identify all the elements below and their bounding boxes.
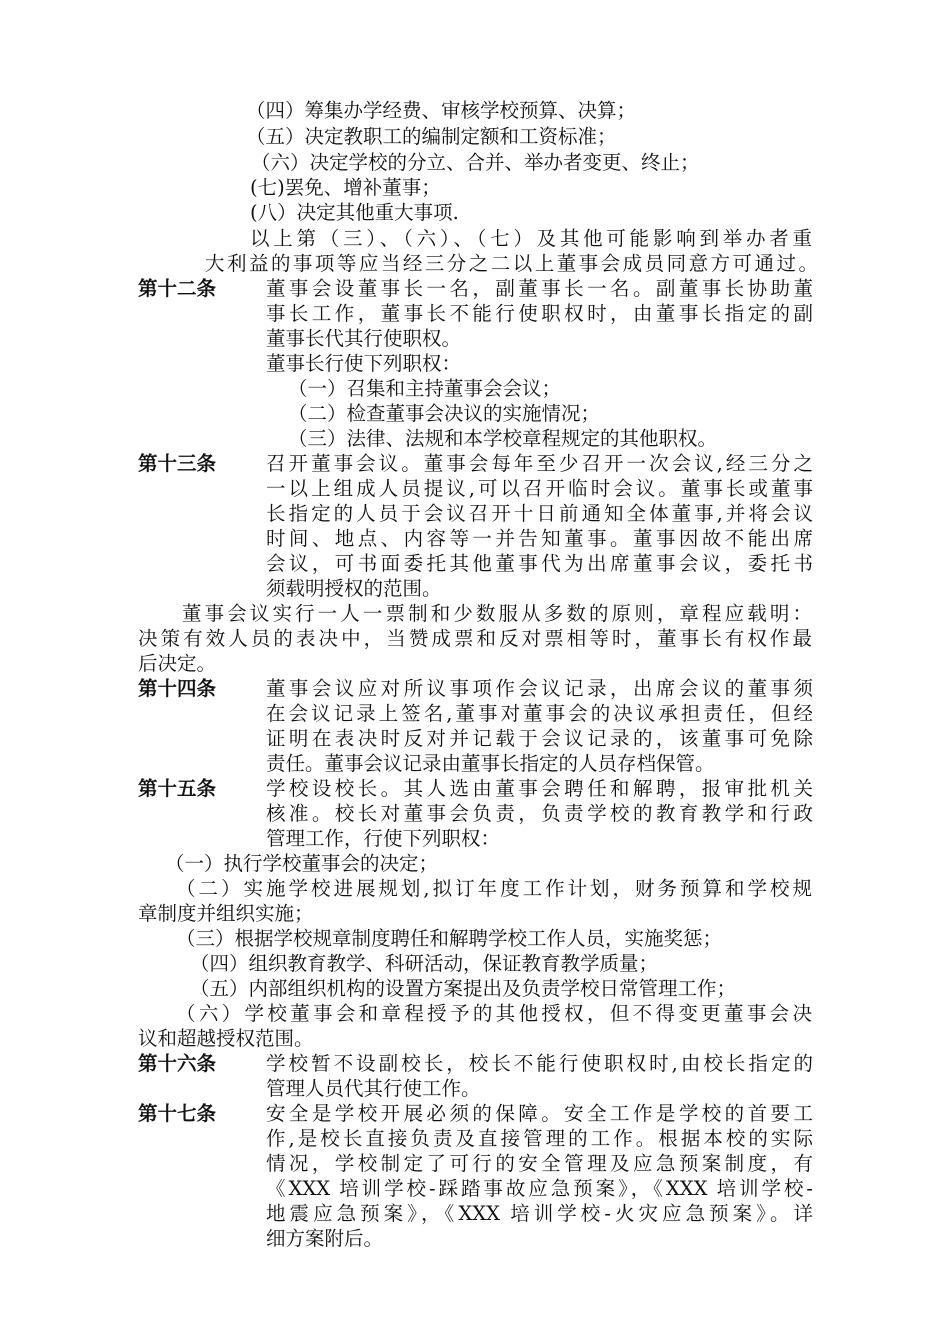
article-13-heading: 第十三条 [138, 452, 217, 475]
article-15-item-4: （四）组织教育教学、科研活动，保证教育教学质量； [190, 952, 659, 975]
article-12-line-1: 董事会设董事长一名，副董事长一名。副董事长协助董 [266, 277, 813, 300]
top-item-8: (八）决定其他重大事项. [250, 201, 459, 224]
article-12-line-2: 事长工作，董事长不能行使职权时，由董事长指定的副 [266, 302, 813, 325]
article-12-heading: 第十二条 [138, 277, 217, 300]
article-15-item-3: （三）根据学校规章制度聘任和解聘学校工作人员，实施奖惩； [176, 927, 723, 950]
article-14-line-2: 在会议记录上签名,董事对董事会的决议承担责任，但经 [266, 702, 813, 725]
article-15-item-1: （一）执行学校董事会的决定； [165, 852, 439, 875]
article-14-line-3: 证明在表决时反对并记载于会议记录的，该董事可免除 [266, 727, 813, 750]
article-15-line-3: 管理工作，行使下列职权： [266, 827, 501, 850]
article-17-heading: 第十七条 [138, 1102, 217, 1125]
article-16-line-2: 管理人员代其行使工作。 [266, 1077, 481, 1100]
article-14-line-4: 责任。董事会议记录由董事长指定的人员存档保管。 [266, 752, 715, 775]
top-item-7: (七)罢免、增补董事； [250, 176, 441, 199]
article-15-item-2-line-2: 章制度并组织实施； [138, 902, 314, 925]
article-17-line-2: 作,是校长直接负责及直接管理的工作。根据本校的实际 [266, 1127, 813, 1150]
article-15-heading: 第十五条 [138, 777, 217, 800]
article-12-item-2: （二）检查董事会决议的实施情况； [288, 402, 601, 425]
article-12-item-3: （三）法律、法规和本学校章程规定的其他职权。 [288, 427, 718, 450]
article-13-line-2: 一以上组成人员提议,可以召开临时会议。董事长或董事 [266, 477, 813, 500]
article-15-line-1: 学校设校长。其人选由董事会聘任和解聘，报审批机关 [266, 777, 813, 800]
vote-paragraph-line-1: 董事会议实行一人一票制和少数服从多数的原则，章程应载明： [182, 602, 812, 625]
article-12-line-3: 董事长代其行使职权。 [266, 327, 462, 350]
vote-paragraph-line-2: 决策有效人员的表决中，当赞成票和反对票相等时，董事长有权作最 [138, 627, 812, 650]
article-12-line-4: 董事长行使下列职权： [266, 352, 462, 375]
article-15-item-2-line-1: （二）实施学校进展规划,拟订年度工作计划，财务预算和学校规 [176, 877, 812, 900]
top-item-6: （六）决定学校的分立、合并、举办者变更、终止； [251, 151, 700, 174]
article-13-line-5: 会议，可书面委托其他董事代为出席董事会议，委托书 [266, 552, 813, 575]
article-13-line-4: 时间、地点、内容等一并告知董事。董事因故不能出席 [266, 527, 813, 550]
top-note-line-2: 大利益的事项等应当经三分之二以上董事会成员同意方可通过。 [205, 252, 818, 275]
article-15-item-5: （五）内部组织机构的设置方案提出及负责学校日常管理工作； [190, 977, 737, 1000]
top-note-line-1: 以上第（三）、（六）、（七）及其他可能影响到举办者重 [250, 227, 812, 250]
article-15-item-6-line-1: （六）学校董事会和章程授予的其他授权，但不得变更董事会决 [176, 1002, 812, 1025]
vote-paragraph-line-3: 后决定。 [138, 652, 217, 675]
article-12-item-1: （一）召集和主持董事会会议； [288, 377, 562, 400]
article-14-line-1: 董事会议应对所议事项作会议记录，出席会议的董事须 [266, 677, 813, 700]
article-17-line-5: 地震应急预案》，《XXX 培训学校-火灾应急预案》。详 [266, 1202, 813, 1225]
article-13-line-1: 召开董事会议。董事会每年至少召开一次会议,经三分之 [266, 452, 813, 475]
article-14-heading: 第十四条 [138, 677, 217, 700]
article-17-line-6: 细方案附后。 [266, 1227, 384, 1250]
article-13-line-6: 须载明授权的范围。 [266, 577, 442, 600]
article-17-line-3: 情况，学校制定了可行的安全管理及应急预案制度，有 [266, 1152, 813, 1175]
article-17-line-4: 《XXX 培训学校-踩踏事故应急预案》，《XXX 培训学校- [266, 1177, 813, 1200]
top-item-5: （五）决定教职工的编制定额和工资标准； [246, 125, 617, 148]
article-13-line-3: 长指定的人员于会议召开十日前通知全体董事,并将会议 [266, 502, 813, 525]
article-16-heading: 第十六条 [138, 1052, 217, 1075]
article-15-line-2: 核准。校长对董事会负责，负责学校的教育教学和行政 [266, 802, 813, 825]
article-16-line-1: 学校暂不设副校长，校长不能行使职权时,由校长指定的 [266, 1052, 813, 1075]
top-item-4: （四）筹集办学经费、审核学校预算、决算； [246, 99, 637, 122]
article-15-item-6-line-2: 议和超越授权范围。 [138, 1027, 314, 1050]
article-17-line-1: 安全是学校开展必须的保障。安全工作是学校的首要工 [266, 1102, 813, 1125]
